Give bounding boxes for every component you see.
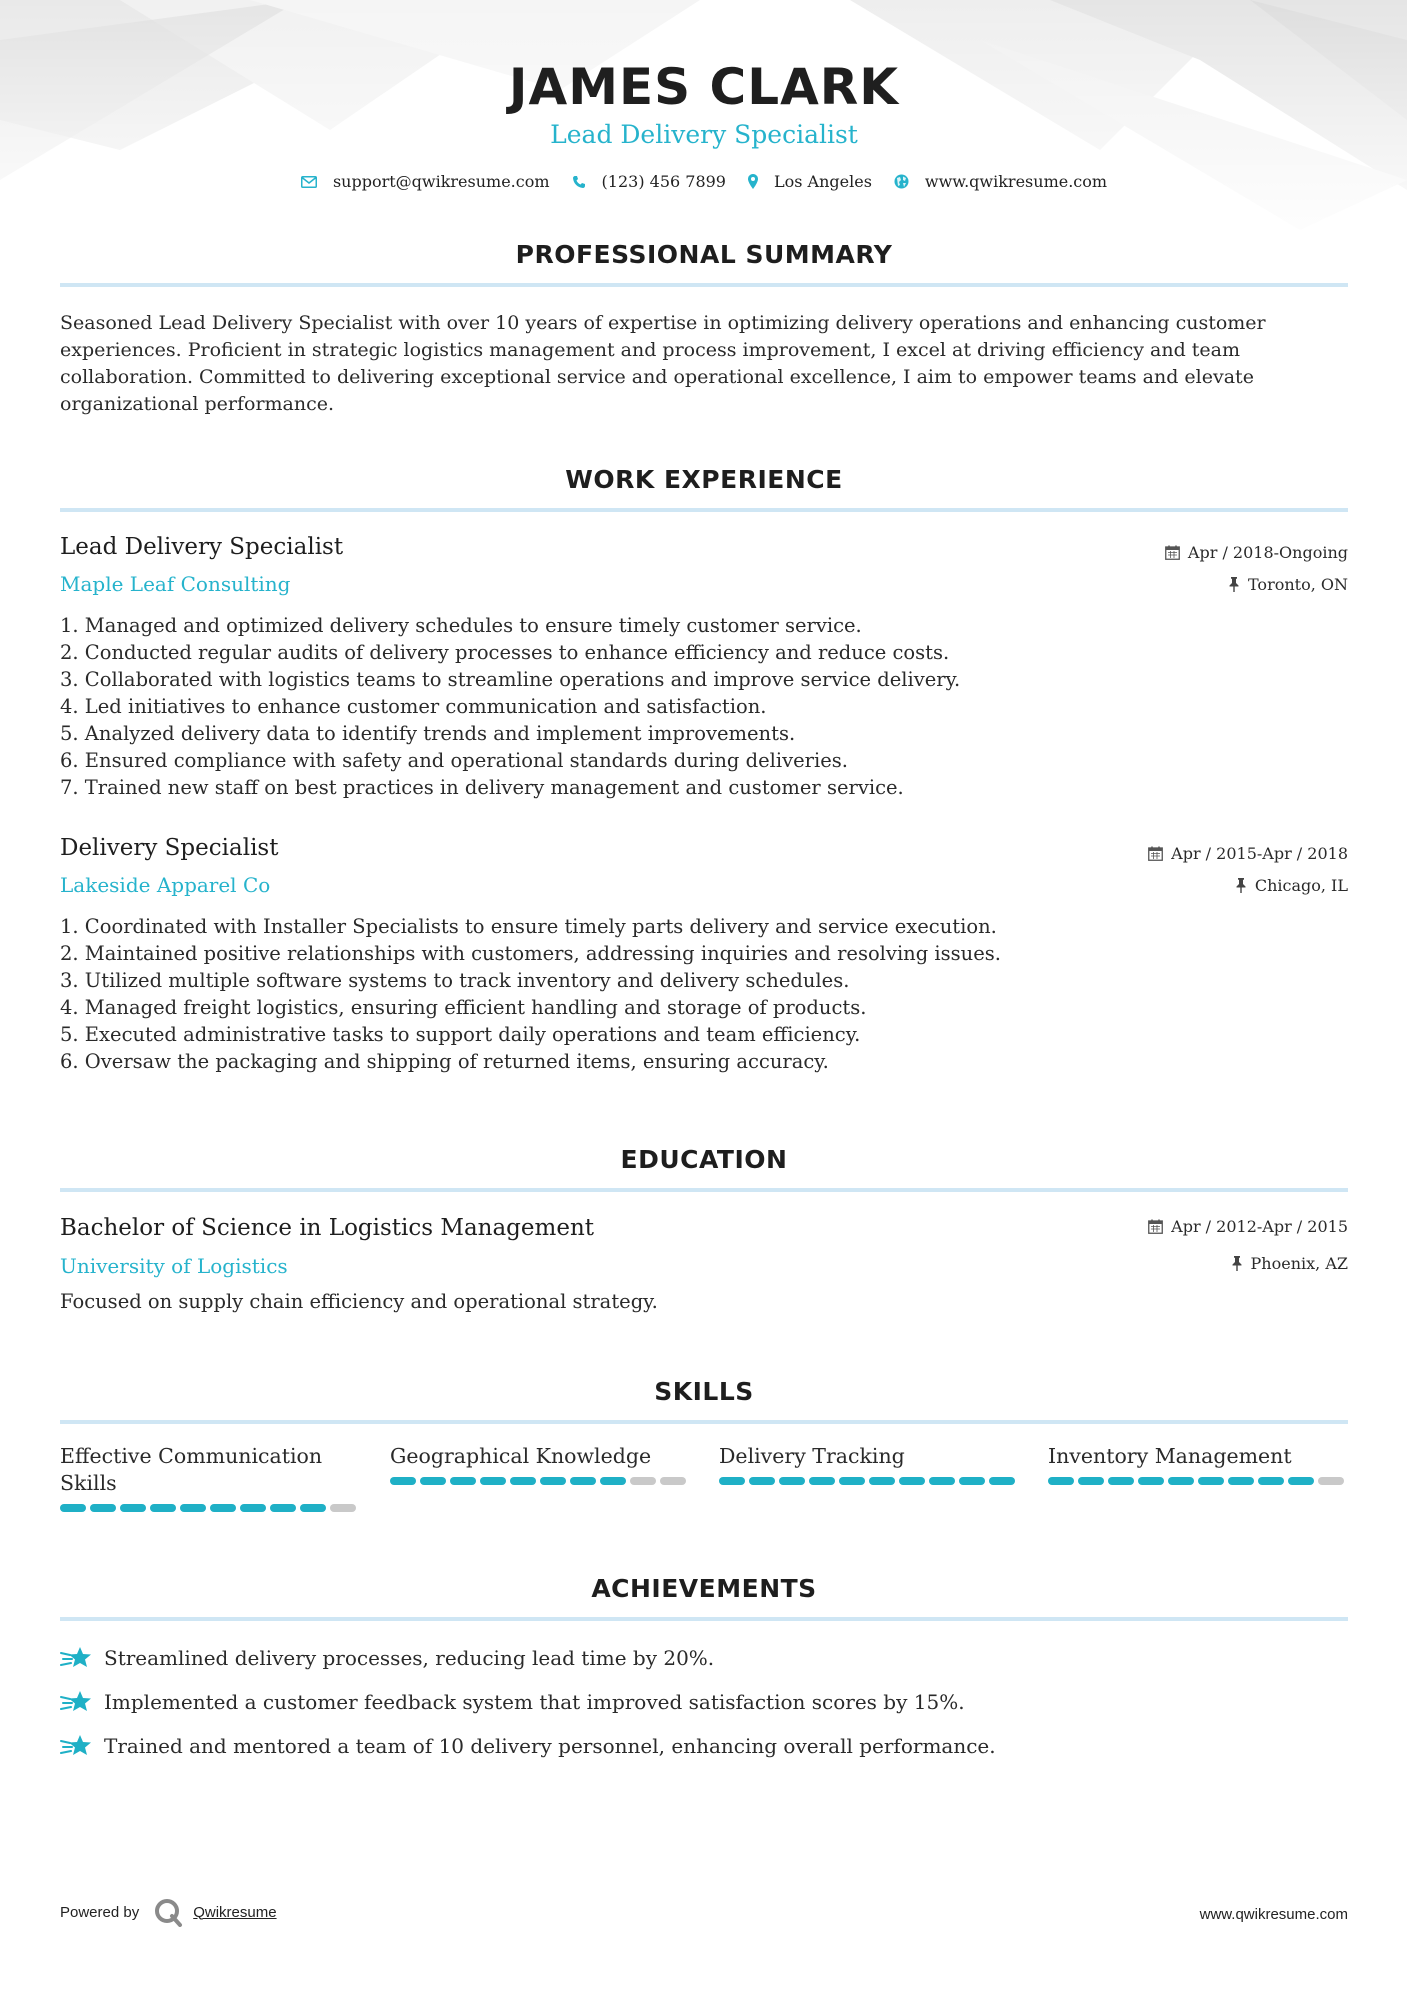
shooting-star-icon <box>60 1732 94 1760</box>
skill-segment-filled <box>1258 1477 1284 1485</box>
pushpin-icon <box>1228 577 1240 592</box>
skill-segment-filled <box>779 1477 805 1485</box>
job-bullet: 5. Executed administrative tasks to support daily operations and team efficiency. <box>60 1023 861 1046</box>
job-bullet: 4. Led initiatives to enhance customer communication and satisfaction. <box>60 695 767 718</box>
contact-website[interactable] <box>894 172 1107 191</box>
contact-email-text: support@qwikresume.com <box>332 172 550 191</box>
job-location <box>1228 575 1348 594</box>
contact-phone-text: (123) 456 7899 <box>601 172 726 191</box>
job-bullet: 7. Trained new staff on best practices in delivery management and customer service. <box>60 776 904 799</box>
job-dates <box>1148 844 1348 863</box>
contact-phone[interactable] <box>572 172 726 191</box>
job-bullet: 6. Ensured compliance with safety and operational standards during deliveries. <box>60 749 848 772</box>
footer-website[interactable]: www.qwikresume.com <box>1199 1906 1348 1923</box>
contact-location <box>748 172 872 191</box>
skill-segment-filled <box>390 1477 416 1485</box>
skill-segment-filled <box>240 1504 266 1512</box>
education-heading: EDUCATION <box>620 1145 788 1174</box>
education-description: Focused on supply chain efficiency and operational strategy. <box>60 1290 658 1313</box>
skill-segment-filled <box>450 1477 476 1485</box>
job-bullets <box>60 913 1001 1075</box>
education-school: University of Logistics <box>60 1254 288 1278</box>
achievement-item <box>60 1688 965 1716</box>
globe-icon <box>894 174 909 189</box>
shooting-star-icon <box>60 1688 94 1716</box>
achievement-text: Streamlined delivery processes, reducing lead time by 20%. <box>104 1646 715 1670</box>
job-dates <box>1165 543 1348 562</box>
footer-brand-link[interactable]: Qwikresume <box>193 1903 277 1921</box>
skill-segment-filled <box>749 1477 775 1485</box>
skill-segment-empty <box>630 1477 656 1485</box>
contact-website-text: www.qwikresume.com <box>924 172 1108 191</box>
contact-location-text: Los Angeles <box>773 172 872 191</box>
skill-segment-filled <box>839 1477 865 1485</box>
skill-segment-filled <box>270 1504 296 1512</box>
skill-rating-bar <box>719 1477 1019 1485</box>
job-location-text: Toronto, ON <box>1248 575 1348 594</box>
calendar-icon <box>1148 846 1163 861</box>
skill-segment-empty <box>1318 1477 1344 1485</box>
job-bullet: 3. Collaborated with logistics teams to streamline operations and improve service delivery. <box>60 668 961 691</box>
skill-segment-filled <box>1288 1477 1314 1485</box>
skill-segment-filled <box>480 1477 506 1485</box>
job-company: Lakeside Apparel Co <box>60 873 271 897</box>
powered-by-label: Powered by <box>60 1903 140 1921</box>
footer-powered-by <box>60 1897 277 1927</box>
job-bullet: 1. Coordinated with Installer Specialists to ensure timely parts delivery and service execution. <box>60 915 997 938</box>
achievement-text: Implemented a customer feedback system that improved satisfaction scores by 15%. <box>104 1690 965 1714</box>
skill-item <box>1048 1443 1348 1485</box>
skill-name: Effective Communication Skills <box>60 1444 323 1495</box>
skills-divider <box>60 1420 1348 1424</box>
skill-segment-filled <box>570 1477 596 1485</box>
job-bullet: 5. Analyzed delivery data to identify trends and implement improvements. <box>60 722 796 745</box>
skill-item <box>390 1443 690 1485</box>
achievements-divider <box>60 1617 1348 1621</box>
skill-item <box>60 1443 360 1512</box>
skill-segment-filled <box>1168 1477 1194 1485</box>
education-location-text: Phoenix, AZ <box>1250 1254 1348 1273</box>
skill-segment-filled <box>600 1477 626 1485</box>
envelope-icon <box>301 176 317 188</box>
achievement-item <box>60 1644 714 1672</box>
achievement-item <box>60 1732 996 1760</box>
education-location <box>1231 1254 1348 1273</box>
skill-segment-filled <box>1198 1477 1224 1485</box>
summary-text: Seasoned Lead Delivery Specialist with over 10 years of expertise in optimizing delivery operations and enhancing customer experiences. Proficient in strategic logistics management and process improvement, I excel at driving efficiency and team collaboration. Committed to delivering exceptional service and operational excellence, I aim to empower teams and elevate organizational performance. <box>60 312 1266 415</box>
skill-segment-filled <box>540 1477 566 1485</box>
skill-segment-filled <box>1138 1477 1164 1485</box>
job-title: Delivery Specialist <box>60 835 279 861</box>
skill-segment-filled <box>869 1477 895 1485</box>
summary-divider <box>60 283 1348 287</box>
skill-segment-empty <box>660 1477 686 1485</box>
skill-name: Inventory Management <box>1048 1444 1292 1468</box>
skill-name: Delivery Tracking <box>719 1444 905 1468</box>
job-location <box>1235 876 1348 895</box>
pushpin-icon <box>1231 1256 1243 1271</box>
education-divider <box>60 1188 1348 1192</box>
job-bullet: 4. Managed freight logistics, ensuring efficient handling and storage of products. <box>60 996 867 1019</box>
skill-segment-filled <box>1228 1477 1254 1485</box>
shooting-star-icon <box>60 1644 94 1672</box>
skill-segment-empty <box>330 1504 356 1512</box>
skill-segment-filled <box>719 1477 745 1485</box>
job-bullet: 2. Maintained positive relationships with customers, addressing inquiries and resolving issues. <box>60 942 1001 965</box>
skill-segment-filled <box>300 1504 326 1512</box>
qwikresume-logo-icon <box>153 1897 183 1927</box>
education-degree: Bachelor of Science in Logistics Management <box>60 1215 594 1241</box>
skill-segment-filled <box>120 1504 146 1512</box>
job-dates-text: Apr / 2018-Ongoing <box>1187 543 1348 562</box>
skill-segment-filled <box>180 1504 206 1512</box>
skill-segment-filled <box>1078 1477 1104 1485</box>
skill-segment-filled <box>420 1477 446 1485</box>
skill-segment-filled <box>210 1504 236 1512</box>
skill-segment-filled <box>959 1477 985 1485</box>
experience-divider <box>60 508 1348 512</box>
skill-segment-filled <box>899 1477 925 1485</box>
skill-segment-filled <box>90 1504 116 1512</box>
skill-segment-filled <box>60 1504 86 1512</box>
skill-item <box>719 1443 1019 1485</box>
skill-rating-bar <box>1048 1477 1348 1485</box>
education-dates-text: Apr / 2012-Apr / 2015 <box>1171 1217 1348 1236</box>
skills-heading: SKILLS <box>654 1377 754 1406</box>
achievements-heading: ACHIEVEMENTS <box>591 1574 817 1603</box>
job-bullet: 2. Conducted regular audits of delivery processes to enhance efficiency and reduce costs. <box>60 641 950 664</box>
achievement-text: Trained and mentored a team of 10 delivery personnel, enhancing overall performance. <box>104 1734 996 1758</box>
skill-segment-filled <box>510 1477 536 1485</box>
pushpin-icon <box>1235 878 1247 893</box>
calendar-icon <box>1165 545 1180 560</box>
skill-segment-filled <box>150 1504 176 1512</box>
skill-segment-filled <box>929 1477 955 1485</box>
skill-rating-bar <box>60 1504 360 1512</box>
contact-email[interactable] <box>301 172 550 191</box>
job-bullet: 6. Oversaw the packaging and shipping of returned items, ensuring accuracy. <box>60 1050 829 1073</box>
skill-segment-filled <box>989 1477 1015 1485</box>
job-location-text: Chicago, IL <box>1254 876 1348 895</box>
job-dates-text: Apr / 2015-Apr / 2018 <box>1171 844 1348 863</box>
job-company: Maple Leaf Consulting <box>60 572 291 596</box>
skill-name: Geographical Knowledge <box>390 1444 652 1468</box>
calendar-icon <box>1148 1219 1163 1234</box>
skill-segment-filled <box>1108 1477 1134 1485</box>
job-bullet: 1. Managed and optimized delivery schedules to ensure timely customer service. <box>60 614 862 637</box>
contact-bar <box>60 172 1348 191</box>
candidate-title: Lead Delivery Specialist <box>550 120 858 149</box>
phone-icon <box>572 175 586 189</box>
skill-segment-filled <box>1048 1477 1074 1485</box>
job-bullet: 3. Utilized multiple software systems to track inventory and delivery schedules. <box>60 969 850 992</box>
summary-heading: PROFESSIONAL SUMMARY <box>515 240 893 269</box>
skill-segment-filled <box>809 1477 835 1485</box>
job-title: Lead Delivery Specialist <box>60 534 344 560</box>
location-pin-icon <box>748 174 758 189</box>
experience-heading: WORK EXPERIENCE <box>565 465 843 494</box>
job-bullets <box>60 612 960 801</box>
education-dates <box>1148 1217 1348 1236</box>
skill-rating-bar <box>390 1477 690 1485</box>
candidate-name: JAMES CLARK <box>508 58 900 116</box>
